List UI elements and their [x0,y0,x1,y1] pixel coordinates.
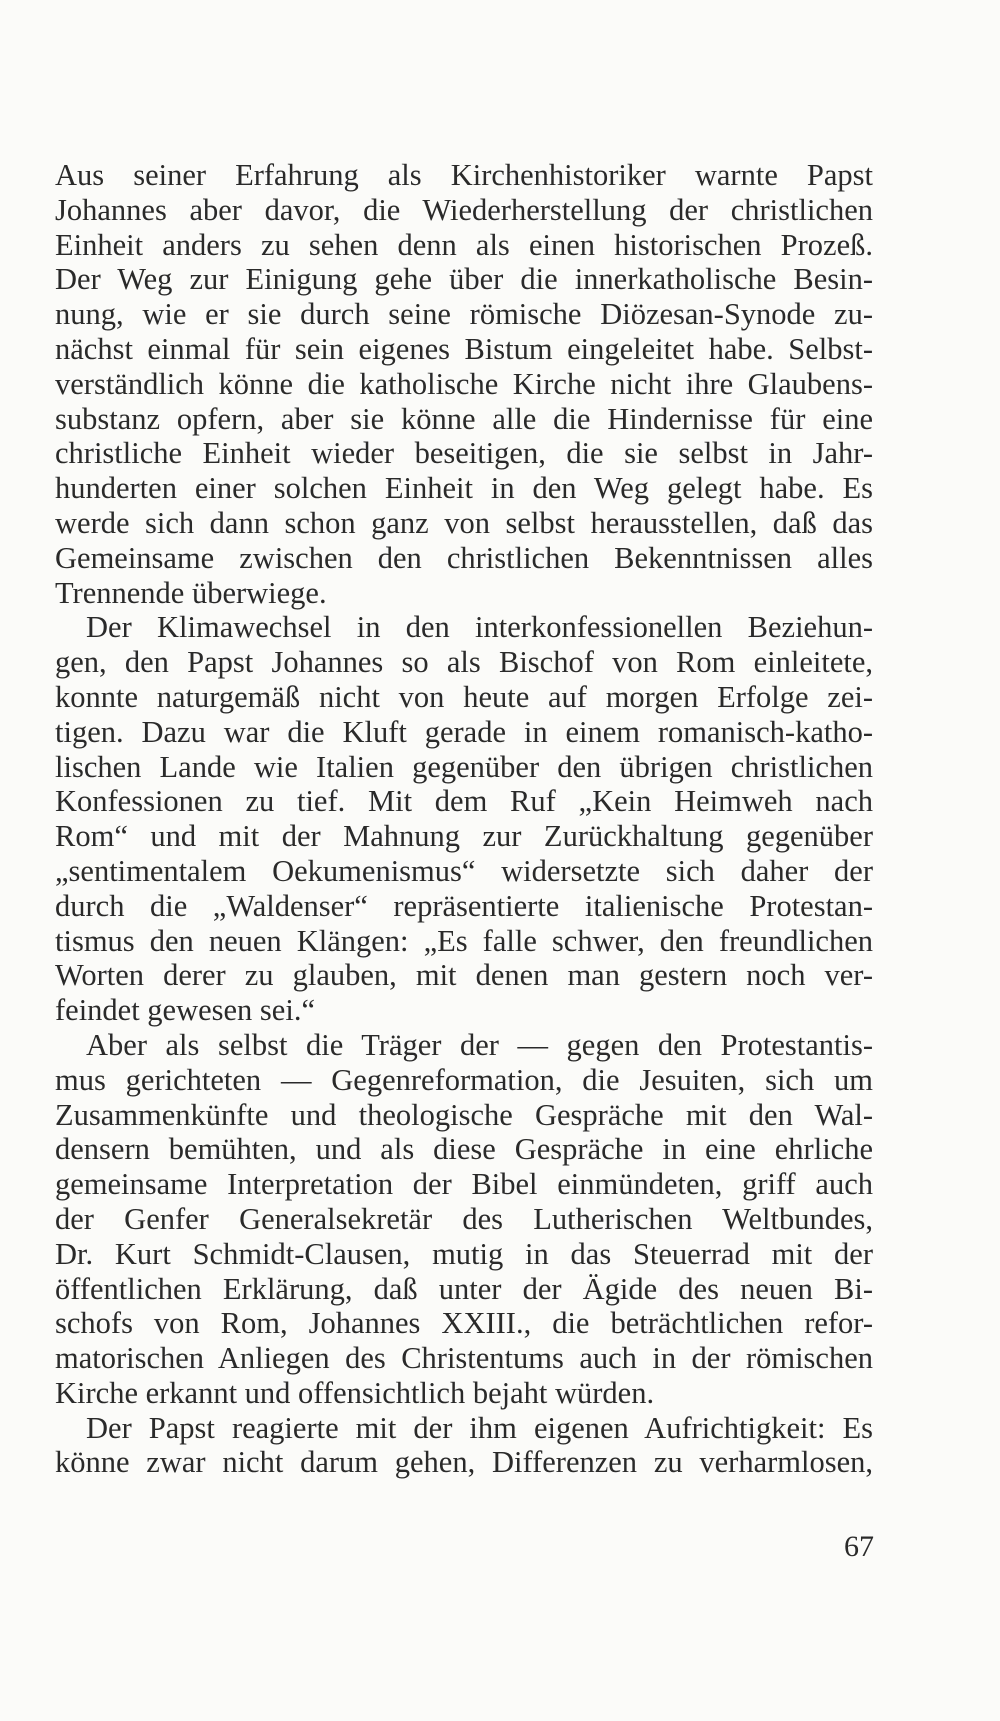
text-line: verständlich könne die katholische Kirche nicht ihre Glaubens- [55,366,873,401]
text-line: lischen Lande wie Italien gegenüber den übrigen christlichen [55,749,873,784]
text-line: feindet gewesen sei.“ [55,993,315,1028]
page-number: 67 [844,1530,874,1563]
text-line: Aus seiner Erfahrung als Kirchenhistoriker warnte Papst [55,158,873,192]
text-line: tismus den neuen Klängen: „Es falle schwer, den freundlichen [55,923,873,958]
text-line: Aber als selbst die Träger der — gegen den Protestantis- [86,1027,873,1062]
text-line: schofs von Rom, Johannes XXIII., die beträchtlichen refor- [55,1306,873,1341]
text-line: Der Papst reagierte mit der ihm eigenen Aufrichtigkeit: Es [86,1410,873,1445]
text-line: gen, den Papst Johannes so als Bischof von Rom einleitete, [55,645,873,680]
body-text [55,158,873,1480]
text-line: substanz opfern, aber sie könne alle die Hindernisse für eine [55,401,873,436]
text-line: hunderten einer solchen Einheit in den Weg gelegt habe. Es [55,471,873,506]
text-line: gemeinsame Interpretation der Bibel einmündeten, griff auch [55,1167,873,1202]
text-line: Konfessionen zu tief. Mit dem Ruf „Kein Heimweh nach [55,784,873,819]
text-line: mus gerichteten — Gegenreformation, die Jesuiten, sich um [55,1062,873,1097]
text-line: konnte naturgemäß nicht von heute auf morgen Erfolge zei- [55,679,873,714]
text-line: christliche Einheit wieder beseitigen, die sie selbst in Jahr- [55,436,873,471]
text-line: durch die „Waldenser“ repräsentierte italienische Protestan- [55,888,873,923]
text-line: Johannes aber davor, die Wiederherstellung der christlichen [55,192,873,227]
text-line: „sentimentalem Oekumenismus“ widersetzte sich daher der [55,853,873,888]
text-line: Rom“ und mit der Mahnung zur Zurückhaltung gegenüber [55,819,873,854]
text-line: matorischen Anliegen des Christentums auch in der römischen [55,1341,873,1376]
text-line: werde sich dann schon ganz von selbst herausstellen, daß das [55,505,873,540]
text-line: könne zwar nicht darum gehen, Differenzen zu verharmlosen, [55,1445,873,1480]
text-line: Worten derer zu glauben, mit denen man gestern noch ver- [55,958,873,993]
text-line: Der Weg zur Einigung gehe über die innerkatholische Besin- [55,262,873,297]
text-line: nung, wie er sie durch seine römische Diözesan-Synode zu- [55,297,873,332]
text-line: Kirche erkannt und offensichtlich bejaht würden. [55,1375,655,1410]
text-line: Zusammenkünfte und theologische Gespräche mit den Wal- [55,1097,873,1132]
text-line: nächst einmal für sein eigenes Bistum eingeleitet habe. Selbst- [55,331,873,366]
text-line: öffentlichen Erklärung, daß unter der Ägide des neuen Bi- [55,1271,873,1306]
text-line: Dr. Kurt Schmidt-Clausen, mutig in das Steuerrad mit der [55,1236,873,1271]
text-line: Einheit anders zu sehen denn als einen historischen Prozeß. [55,227,873,262]
text-line: der Genfer Generalsekretär des Lutherischen Weltbundes, [55,1201,873,1236]
text-line: Trennende überwiege. [55,575,327,610]
text-line: Gemeinsame zwischen den christlichen Bekenntnissen alles [55,540,873,575]
text-line: Der Klimawechsel in den interkonfessionellen Beziehun- [86,610,873,645]
text-line: densern bemühten, und als diese Gespräche in eine ehrliche [55,1132,873,1167]
text-line: tigen. Dazu war die Kluft gerade in einem romanisch-katho- [55,714,873,749]
